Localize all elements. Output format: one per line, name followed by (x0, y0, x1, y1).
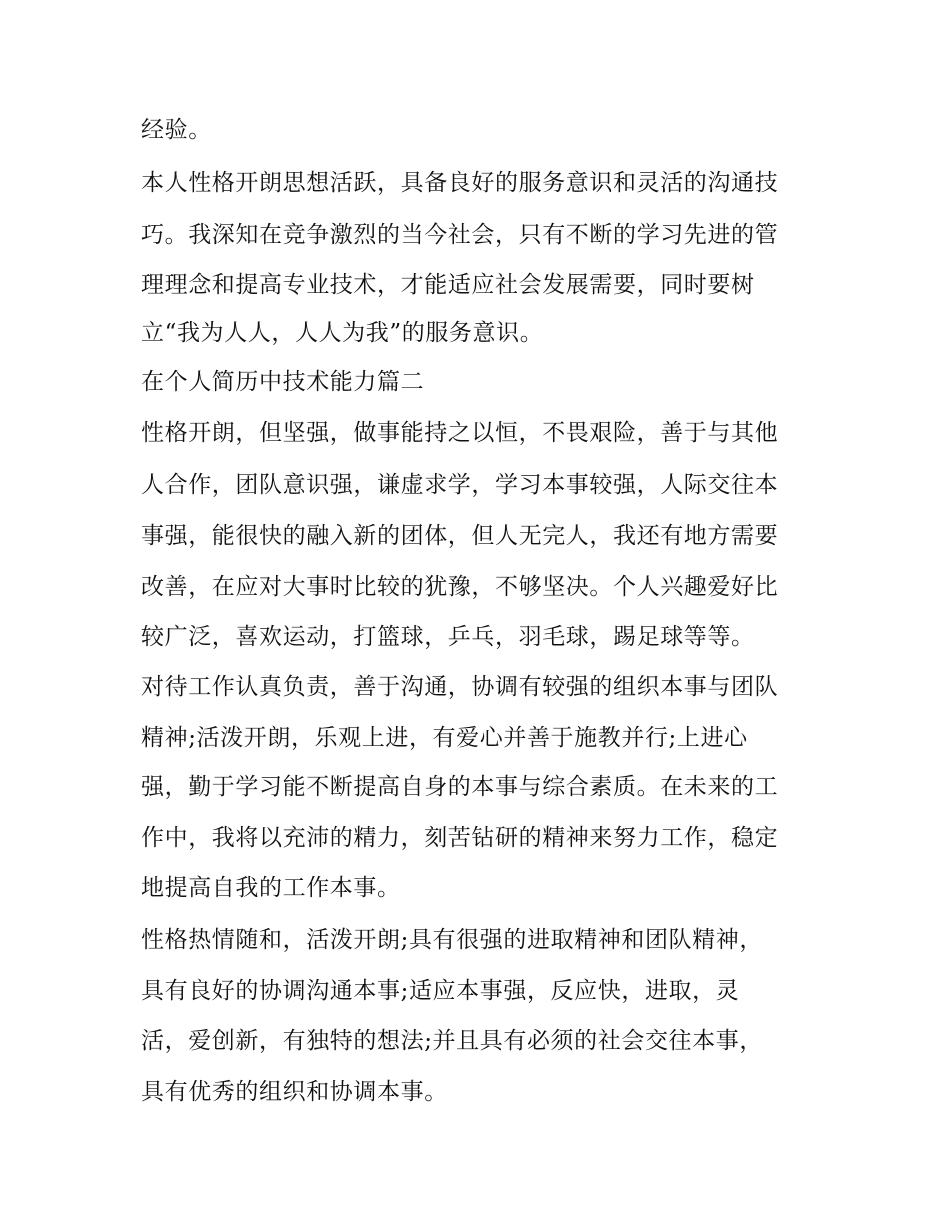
text-line: 巧。我深知在竞争激烈的当今社会，只有不断的学习先进的管 (141, 222, 779, 248)
text-line: 本人性格开朗思想活跃，具备良好的服务意识和灵活的沟通技 (141, 170, 779, 196)
text-line: 对待工作认真负责，善于沟通，协调有较强的组织本事与团队 (141, 674, 779, 700)
text-line: 立“我为人人，人人为我”的服务意识。 (141, 320, 544, 346)
text-line: 具有优秀的组织和协调本事。 (141, 1079, 448, 1105)
text-line: 改善，在应对大事时比较的犹豫，不够坚决。个人兴趣爱好比 (141, 574, 779, 600)
text-line: 事强，能很快的融入新的团体，但人无完人，我还有地方需要 (141, 523, 779, 549)
text-line: 精神;活泼开朗，乐观上进，有爱心并善于施教并行;上进心 (141, 725, 748, 751)
text-line: 具有良好的协调沟通本事;适应本事强，反应快，进取，灵 (141, 978, 740, 1004)
text-line: 理理念和提高专业技术，才能适应社会发展需要，同时要树 (141, 272, 755, 298)
text-line: 地提高自我的工作本事。 (141, 875, 401, 901)
text-line: 较广泛，喜欢运动，打篮球，乒乓，羽毛球，踢足球等等。 (141, 624, 755, 650)
section-heading: 在个人简历中技术能力篇二 (141, 369, 425, 395)
text-line: 人合作，团队意识强，谦虚求学，学习本事较强，人际交往本 (141, 472, 779, 498)
text-line: 作中，我将以充沛的精力，刻苦钻研的精神来努力工作，稳定 (141, 825, 779, 851)
text-line: 强，勤于学习能不断提高自身的本事与综合素质。在未来的工 (141, 774, 779, 800)
text-line: 经验。 (141, 117, 212, 143)
text-line: 活，爱创新，有独特的想法;并且具有必须的社会交往本事， (141, 1028, 763, 1054)
text-line: 性格开朗，但坚强，做事能持之以恒，不畏艰险，善于与其他 (141, 420, 779, 446)
text-line: 性格热情随和，活泼开朗;具有很强的进取精神和团队精神， (141, 927, 763, 953)
